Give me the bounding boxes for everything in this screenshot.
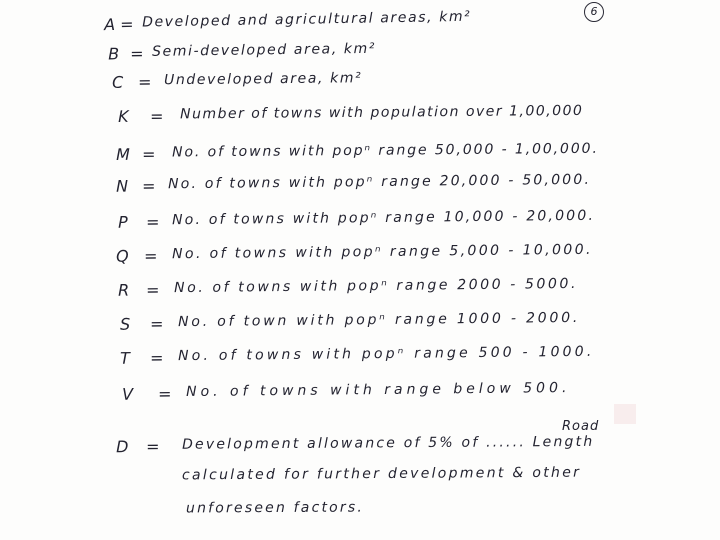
symbol-s: S bbox=[119, 314, 131, 334]
symbol-n: N bbox=[115, 176, 129, 196]
equals-t: = bbox=[149, 348, 164, 368]
definition-text-t: No. of towns with popⁿ range 500 - 1000. bbox=[177, 343, 595, 365]
definition-text-m: No. of towns with popⁿ range 50,000 - 1,00,000. bbox=[171, 140, 599, 161]
equals-a: = bbox=[119, 14, 134, 34]
definition-text-k: Number of towns with population over 1,00,000 bbox=[179, 102, 584, 123]
symbol-k: K bbox=[117, 106, 129, 126]
continuation-text-2: unforeseen factors. bbox=[185, 499, 365, 517]
page-number: 6 bbox=[584, 2, 604, 22]
equals-c: = bbox=[137, 72, 152, 92]
symbol-q: Q bbox=[115, 246, 129, 266]
equals-s: = bbox=[149, 314, 164, 334]
equals-r: = bbox=[145, 280, 160, 300]
definition-text-b: Semi-developed area, km² bbox=[151, 40, 377, 60]
equals-v: = bbox=[157, 384, 172, 404]
road-insertion: Road bbox=[562, 419, 600, 434]
continuation-text-1: calculated for further development & other bbox=[181, 464, 582, 484]
symbol-p: P bbox=[117, 212, 128, 232]
faint-red-mark bbox=[614, 404, 636, 424]
symbol-v: V bbox=[121, 384, 134, 404]
equals-d: = bbox=[145, 436, 160, 456]
symbol-m: M bbox=[115, 144, 130, 164]
definition-text-c: Undeveloped area, km² bbox=[163, 70, 363, 89]
definition-text-s: No. of town with popⁿ range 1000 - 2000. bbox=[177, 309, 581, 331]
symbol-d: D bbox=[115, 437, 129, 457]
equals-n: = bbox=[141, 176, 156, 196]
symbol-r: R bbox=[117, 280, 130, 300]
definition-text-d: Development allowance of 5% of ...... Length bbox=[181, 433, 595, 453]
continuation-line-1 bbox=[182, 465, 581, 484]
equals-k: = bbox=[149, 106, 164, 126]
symbol-a: A bbox=[103, 14, 116, 35]
definition-text-r: No. of towns with popⁿ range 2000 - 5000. bbox=[173, 275, 579, 297]
equals-p: = bbox=[145, 212, 160, 232]
definition-text-p: No. of towns with popⁿ range 10,000 - 20,000. bbox=[171, 207, 596, 229]
continuation-line-2 bbox=[186, 500, 364, 517]
definition-text-a: Developed and agricultural areas, km² bbox=[141, 8, 472, 31]
symbol-t: T bbox=[119, 348, 130, 368]
definition-text-n: No. of towns with popⁿ range 20,000 - 50,000. bbox=[167, 171, 592, 193]
symbol-c: C bbox=[111, 72, 124, 92]
equals-q: = bbox=[143, 246, 158, 266]
equals-m: = bbox=[141, 144, 156, 164]
equals-b: = bbox=[129, 43, 144, 64]
definition-text-v: No. of towns with range below 500. bbox=[185, 380, 571, 401]
symbol-b: B bbox=[107, 44, 120, 64]
definition-text-q: No. of towns with popⁿ range 5,000 - 10,000. bbox=[171, 241, 593, 263]
